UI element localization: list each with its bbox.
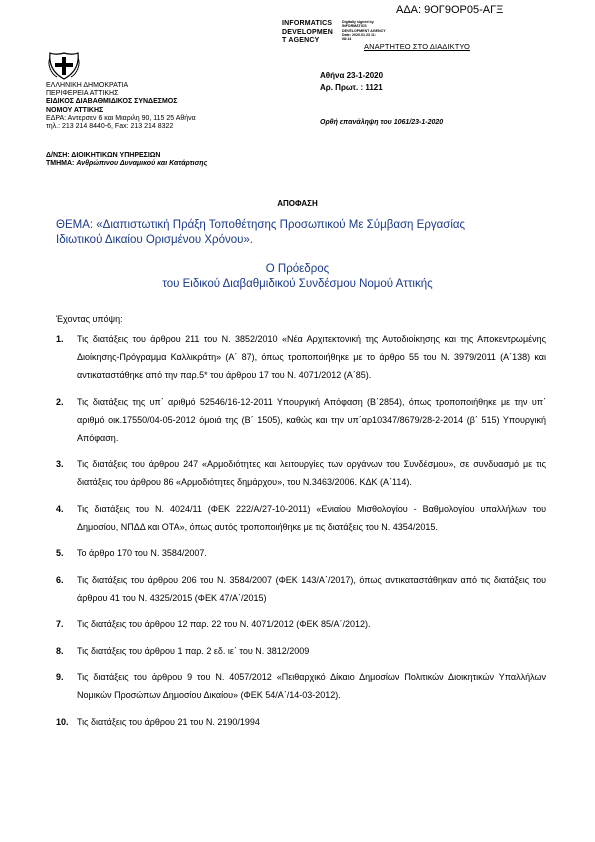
address: ΕΔΡΑ: Αντερσεν 6 και Μιαριλη 90, 115 25 Αθήνα	[46, 114, 196, 122]
signature-line: Digitally signed by	[342, 20, 374, 24]
list-item	[0, 393, 546, 447]
signature-line: 08:14	[342, 37, 352, 42]
item-text: Τις διατάξεις του άρθρου 211 του Ν. 3852/2010 «Νέα Αρχιτεκτονική της Αυτοδιοίκησης και της Αποκεντρωμένης Διοίκησης-Πρόγραμμα Καλλικράτη» (Α΄ 87), όπως τροποποιήθηκε με το άρθρο 55 του Ν. 3979/2011 (Α΄138) και αντικαταστάθηκε από την παρ.5* του άρθρου 17 του Ν. 4071/2012 (Α΄85).	[77, 334, 546, 380]
item-text: Τις διατάξεις του άρθρου 247 «Αρμοδιότητες και λειτουργίες των οργάνων του Συνδέσμου», σε συνδυασμό με τις διατάξεις του άρθρου 86 «Αρμοδιότητες δημάρχου», του Ν.3463/2006. ΚΔΚ (Α΄114).	[77, 459, 546, 487]
item-text: Τις διατάξεις του άρθρου 12 παρ. 22 του Ν. 4071/2012 (ΦΕΚ 85/Α΄/2012).	[77, 619, 371, 629]
idika-signature-name	[282, 20, 333, 46]
subject	[56, 218, 556, 248]
correction-note: Ορθή επανάληψη του 1061/23-1-2020	[320, 119, 444, 126]
section-label: ΤΜΗΜΑ:	[46, 160, 77, 168]
list-item	[0, 500, 546, 536]
posted-online-label: ΑΝΑΡΤΗΤΕΟ ΣΤΟ ΔΙΑΔΙΚΤΥΟ	[364, 42, 470, 51]
item-text: Τις διατάξεις του Ν. 4024/11 (ΦΕΚ 222/Α/27-10-2011) «Ενιαίου Μισθολογίου - Βαθμολογίου υπαλλήλων του Δημοσίου, ΝΠΔΔ και ΟΤΑ», όπως αυτός τροποποιήθηκε με τις διατάξεις του Ν. 4354/2015.	[77, 503, 546, 532]
item-text: Τις διατάξεις του άρθρου 21 του Ν. 2190/1994	[77, 716, 260, 727]
signature-line: DEVELOPMENT AGENCY	[342, 28, 386, 33]
item-number: 1.	[56, 334, 64, 344]
idika-line: T AGENCY	[282, 37, 320, 45]
date-protocol-block	[320, 70, 383, 93]
organization-name: ΝΟΜΟΥ ΑΤΤΙΚΗΣ	[46, 106, 104, 114]
greek-emblem-icon	[48, 52, 80, 80]
idika-line: INFORMATICS	[282, 20, 333, 27]
item-text: Τις διατάξεις του άρθρου 1 παρ. 2 εδ. ιε΄ του Ν. 3812/2009	[77, 645, 310, 656]
ada-code: ΑΔΑ: 9ΟΓ9ΟΡ05-ΑΓΞ	[396, 4, 504, 16]
document-date: Αθήνα 23-1-2020	[320, 71, 384, 80]
section	[46, 160, 207, 168]
list-item	[0, 571, 546, 607]
item-number: 8.	[56, 645, 64, 656]
item-number: 10.	[56, 716, 69, 727]
item-number: 2.	[56, 396, 64, 407]
item-text: Τις διατάξεις του άρθρου 206 του Ν. 3584/2007 (ΦΕΚ 143/Α΄/2017), όπως αντικαταστάθηκαν από τις διατάξεις του άρθρου 41 του Ν. 4325/2015 (ΦΕΚ 47/Α΄/2015)	[77, 574, 546, 603]
organization-name: ΕΙΔΙΚΟΣ ΔΙΑΒΑΘΜΙΔΙΚΟΣ ΣΥΝΔΕΣΜΟΣ	[46, 98, 178, 106]
item-number: 6.	[56, 574, 64, 585]
list-item	[0, 330, 546, 384]
president-title: Ο Πρόεδρος	[265, 263, 330, 275]
item-number: 4.	[56, 503, 64, 514]
item-number: 5.	[56, 548, 64, 558]
item-number: 7.	[56, 619, 64, 629]
president-organization: του Ειδικού Διαβαθμιδικού Συνδέσμου Νομού Αττικής	[162, 278, 433, 290]
issuer-line: ΠΕΡΙΦΕΡΕΙΑ ΑΤΤΙΚΗΣ	[46, 90, 119, 98]
list-item	[0, 642, 546, 660]
item-text: Τις διατάξεις του άρθρου 9 του Ν. 4057/2012 «Πειθαρχικό Δίκαιο Δημοσίων Πολιτικών Διοικητικών Υπαλλήλων Νομικών Προσώπων Δημοσίου Δικαίου» (ΦΕΚ 54/Α΄/14-03-2012).	[77, 672, 546, 700]
signature-line: INFORMATICS	[342, 24, 367, 29]
item-text: Το άρθρο 170 του Ν. 3584/2007.	[77, 548, 207, 558]
phone-fax: τηλ.: 213 214 8440-6, Fax: 213 214 8322	[46, 123, 174, 131]
signature-line: Date: 2020.01.23 11:	[342, 32, 376, 37]
document-title: ΑΠΟΦΑΣΗ	[277, 199, 318, 208]
subject-line: Ιδιωτικού Δικαίου Ορισμένου Χρόνου».	[56, 234, 254, 246]
provisions-list	[0, 330, 595, 739]
protocol-number: Αρ. Πρωτ. : 1121	[320, 82, 383, 92]
item-text: Τις διατάξεις της υπ΄ αριθμό 52546/16-12-2011 Υπουργική Απόφαση (Β΄2854), όπως τροποποιήθηκε με την υπ΄ αριθμό οικ.17550/04-05-2012 όμοιά της (Β΄ 1505), καθώς και την υπ΄αρ10347/8679/28-2-2014 (β΄ 515) Υπουργική Απόφαση.	[77, 396, 546, 443]
list-item	[0, 455, 546, 491]
department-block	[46, 152, 207, 168]
president-heading	[0, 262, 595, 292]
section-name: Ανθρώπινου Δυναμικού και Κατάρτισης	[76, 160, 208, 168]
issuer-block	[46, 82, 196, 131]
list-item	[0, 668, 546, 704]
item-number: 3.	[56, 459, 64, 469]
item-number: 9.	[56, 672, 64, 682]
list-item	[0, 544, 546, 562]
list-item	[0, 615, 546, 633]
subject-line: ΘΕΜΑ: «Διαπιστωτική Πράξη Τοποθέτησης Προσωπικού Με Σύμβαση Εργασίας	[56, 219, 466, 231]
having-seen-label: Έχοντας υπόψη:	[56, 314, 123, 324]
idika-line: DEVELOPMEN	[282, 28, 334, 36]
directorate: Δ/ΝΣΗ: ΔΙΟΙΚΗΤΙΚΩΝ ΥΠΗΡΕΣΙΩΝ	[46, 152, 161, 159]
issuer-line: ΕΛΛΗΝΙΚΗ ΔΗΜΟΚΡΑΤΙΑ	[46, 82, 129, 89]
digital-signature-details	[342, 20, 386, 41]
list-item	[0, 713, 546, 731]
